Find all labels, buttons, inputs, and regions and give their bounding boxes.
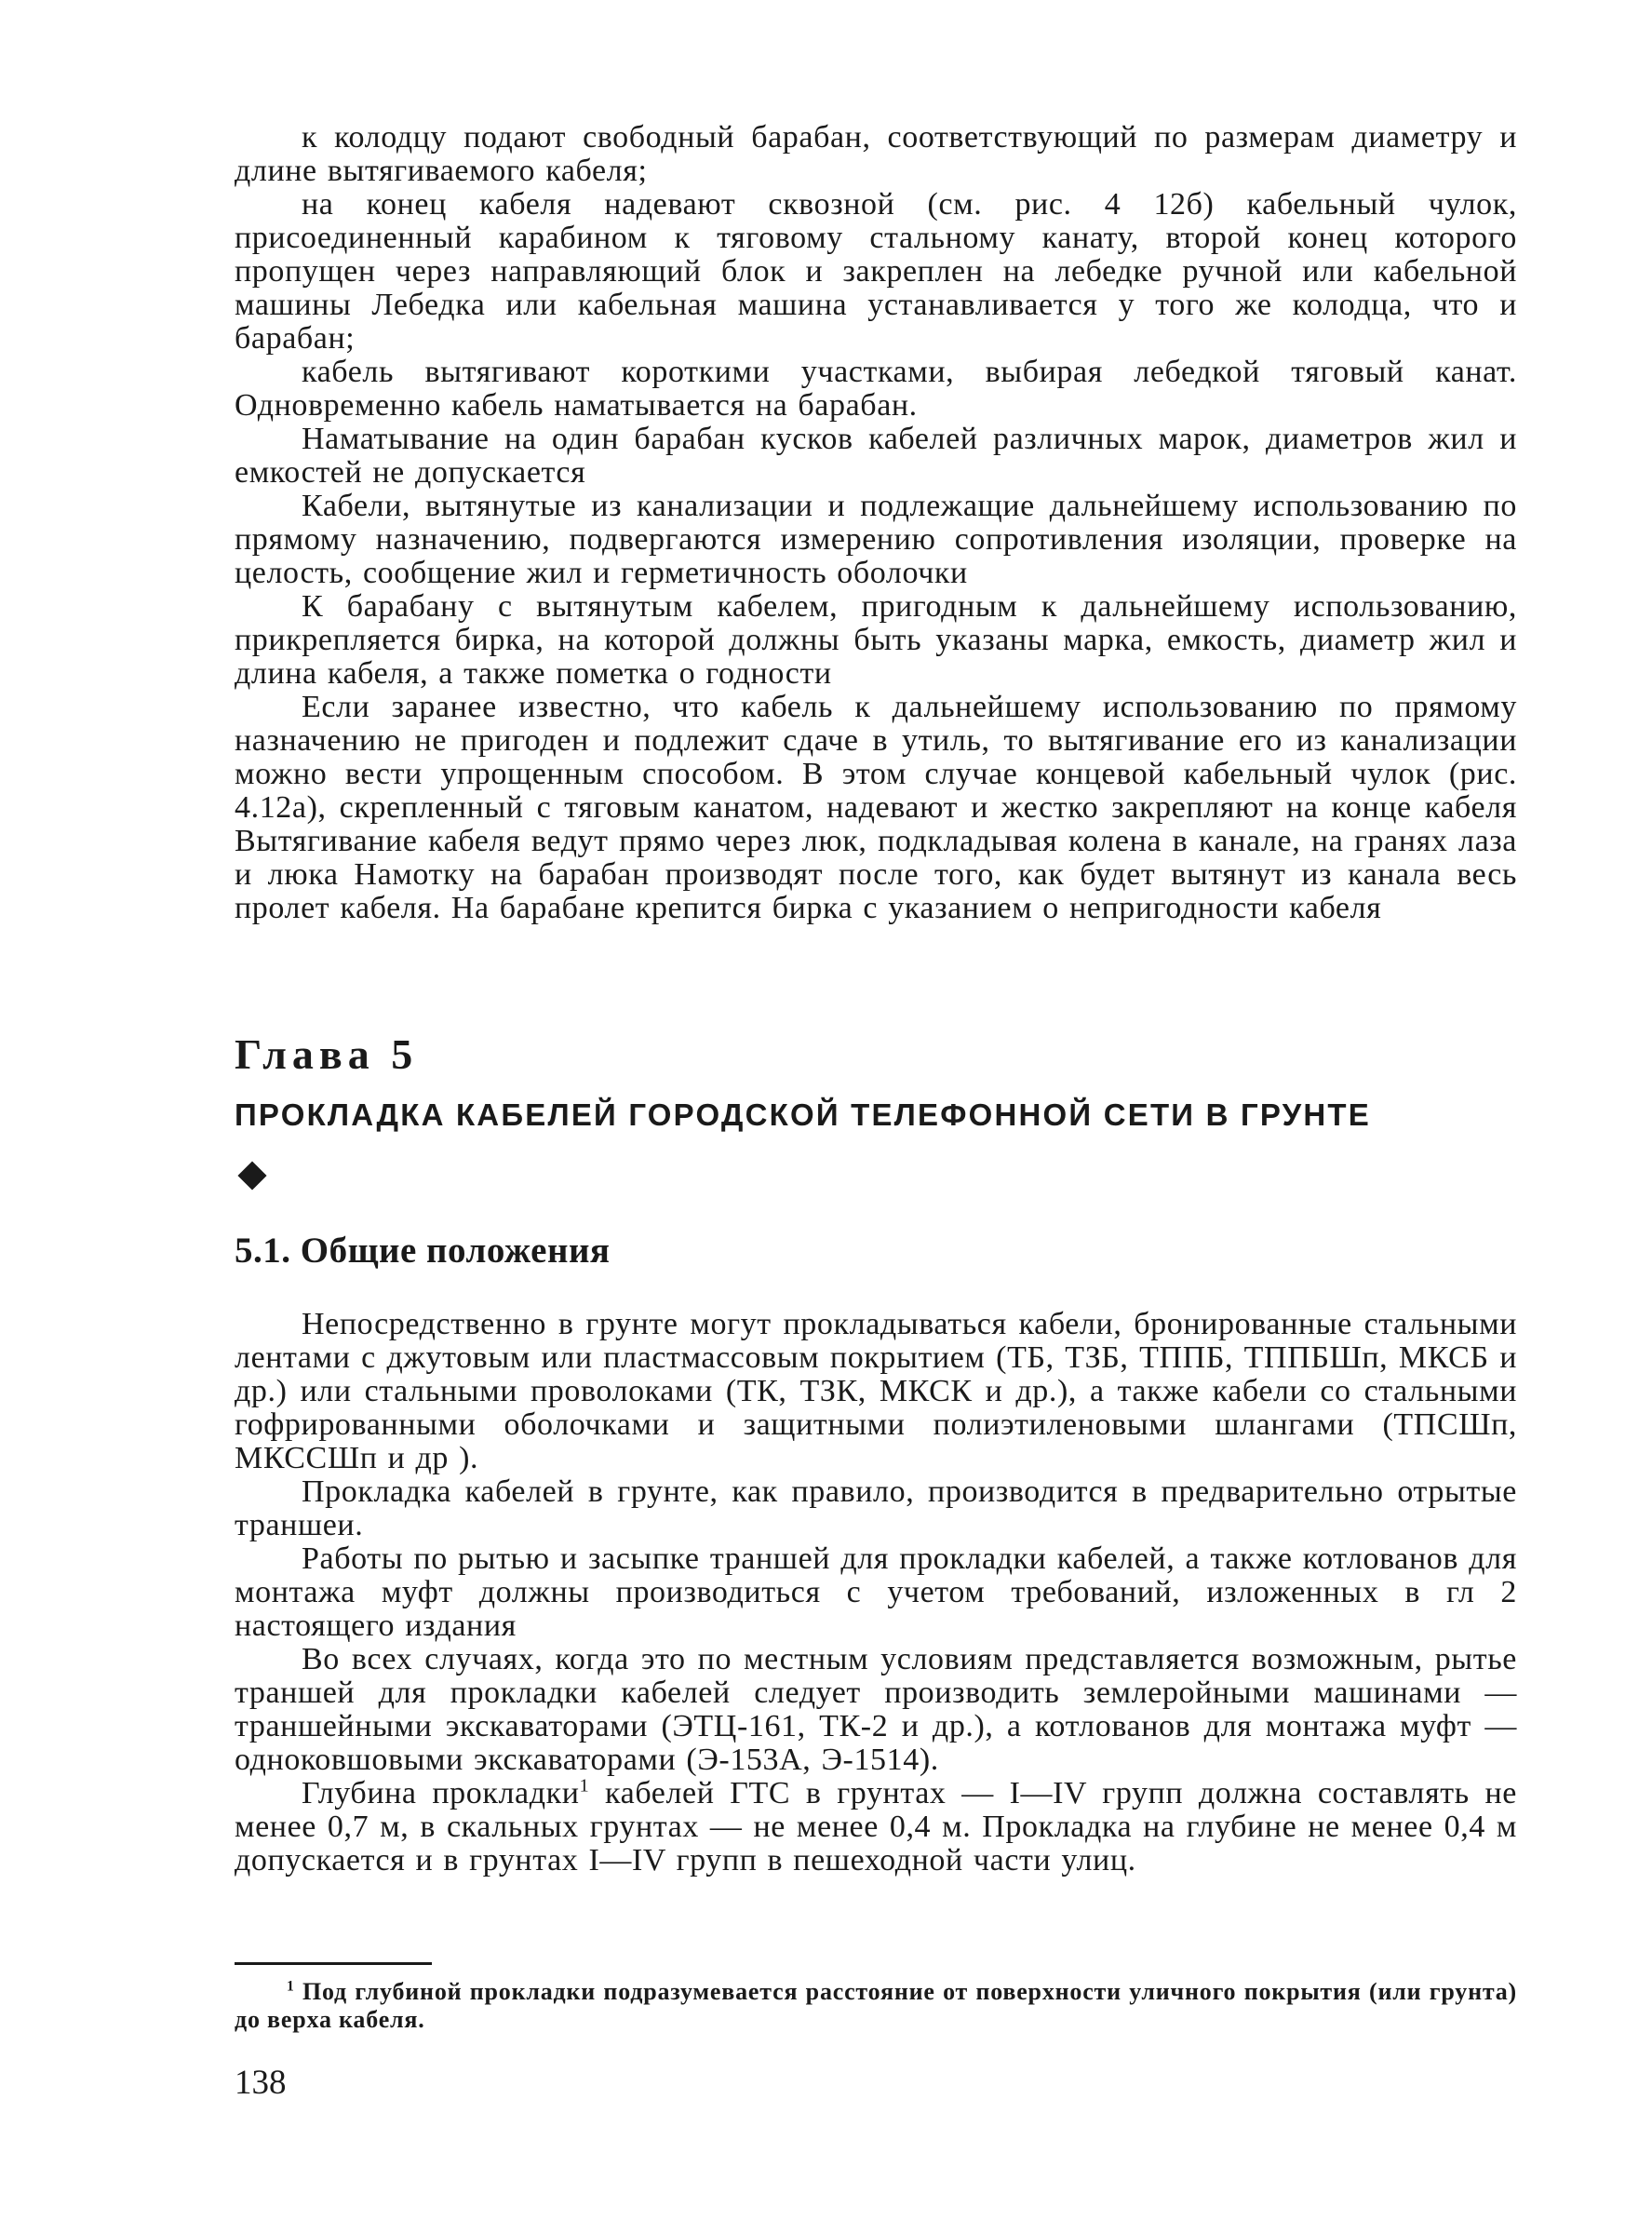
footnote-text [235,1978,1517,2034]
footnote [235,1978,1517,2034]
chapter-title: ПРОКЛАДКА КАБЕЛЕЙ ГОРОДСКОЙ ТЕЛЕФОННОЙ СЕТИ В ГРУНТЕ [235,1097,1371,1132]
paragraph: Непосредственно в грунте могут прокладываться кабели, бронированные стальными лентами с джутовым или пластмассовым покрытием (ТБ, ТЗБ, ТППБ, ТППБШп, МКСБ и др.) или стальными проволоками (ТК, ТЗК, МКСК и др.), а также кабели со стальными гофрированными оболочками и защитными полиэтиленовыми шлангами (ТПСШп, МКССШп и др ). [235,1307,1517,1475]
section-heading: 5.1. Общие положения [235,1231,611,1271]
paragraph: Если заранее известно, что кабель к дальнейшему использованию по прямому назначению не пригоден и подлежит сдаче в утиль, то вытягивание его из канализации можно вести упрощенным способом. В этом случае концевой кабельный чулок (рис. 4.12а), скрепленный с тяговым канатом, надевают и жестко закрепляют на конце кабеля Вытягивание кабеля ведут прямо через люк, подкладывая колена в канале, на гранях лаза и люка Намотку на барабан производят после того, как будет вытянут из канала весь пролет кабеля. На барабане крепится бирка с указанием о непригодности кабеля [235,690,1517,925]
footnote-body: Под глубиной прокладки подразумевается расстояние от поверхности уличного покрытия (или грунта) до верха кабеля. [235,1978,1517,2033]
footnote-marker: 1 [287,1978,295,1995]
diamond-icon [237,1161,266,1190]
paragraph: К барабану с вытянутым кабелем, пригодным к дальнейшему использованию, прикрепляется бирка, на которой должны быть указаны марка, емкость, диаметр жил и длина кабеля, а также пометка о годности [235,589,1517,691]
paragraph: кабель вытягивают короткими участками, выбирая лебедкой тяговый канат. Одновременно кабель наматывается на барабан. [235,355,1517,423]
depth-paragraph-rest: кабелей ГТС в грунтах — I—IV групп должна составлять не менее 0,7 м, в скальных грунтах — не менее 0,4 м. Прокладка на глубине не менее 0,4 м допускается и в грунтах I—IV групп в пешеходной части улиц. [235,1776,1517,1877]
footnote-reference[interactable]: 1 [579,1775,590,1797]
paragraph: к колодцу подают свободный барабан, соответствующий по размерам диаметру и длине вытягиваемого кабеля; [235,120,1517,188]
depth-paragraph-start: Глубина прокладки [302,1776,580,1810]
paragraph: Во всех случаях, когда это по местным условиям представляется возможным, рытье траншей для прокладки кабелей следует производить землеройными машинами — траншейными экскаваторами (ЭТЦ-161, ТК-2 и др.), а котлованов для монтажа муфт — одноковшовыми экскаваторами (Э-153А, Э-1514). [235,1642,1517,1777]
top-text-block [235,121,1517,925]
paragraph: Работы по рытью и засыпке траншей для прокладки кабелей, а также котлованов для монтажа муфт должны производиться с учетом требований, изложенных в гл 2 настоящего издания [235,1541,1517,1643]
chapter-label: Глава 5 [235,1030,419,1078]
paragraph: Прокладка кабелей в грунте, как правило, производится в предварительно отрытые траншеи. [235,1474,1517,1542]
paragraph: на конец кабеля надевают сквозной (см. рис. 4 12б) кабельный чулок, присоединенный карабином к тяговому стальному канату, второй конец которого пропущен через направляющий блок и закреплен на лебедке ручной или кабельной машины Лебедка или кабельная машина устанавливается у того же колодца, что и барабан; [235,187,1517,356]
footnote-divider [235,1962,432,1965]
bottom-text-block [235,1308,1517,1877]
page-number: 138 [235,2064,287,2102]
depth-paragraph [235,1777,1517,1877]
paragraph: Наматывание на один барабан кусков кабелей различных марок, диаметров жил и емкостей не допускается [235,422,1517,490]
paragraph: Кабели, вытянутые из канализации и подлежащие дальнейшему использованию по прямому назначению, подвергаются измерению сопротивления изоляции, проверке на целость, сообщение жил и герметичность оболочки [235,489,1517,590]
